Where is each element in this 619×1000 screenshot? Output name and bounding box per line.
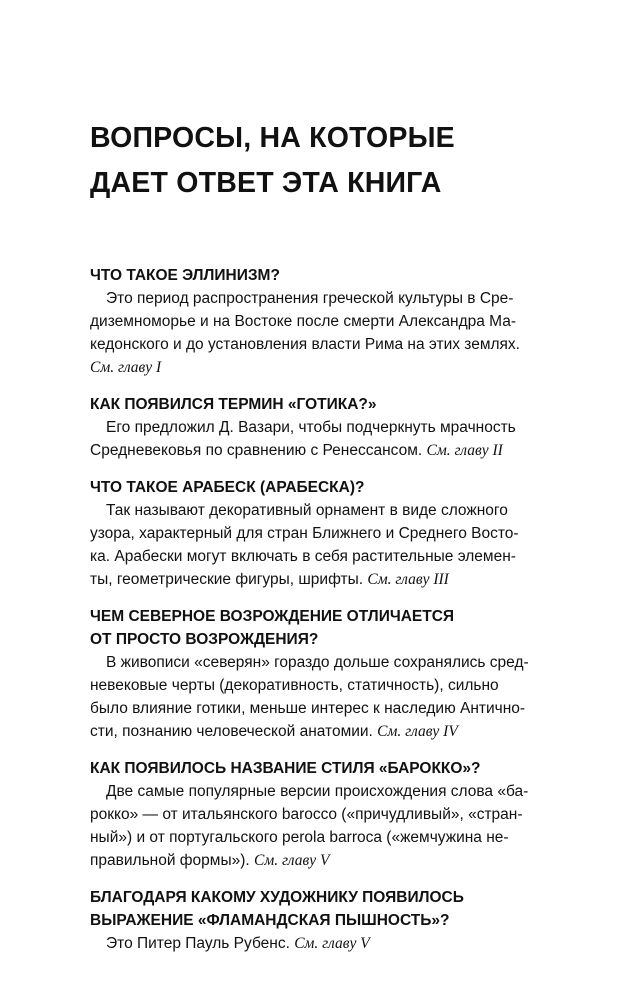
answer-text: Это Питер Пауль Рубенс. [106, 935, 290, 952]
answer-ref-line [90, 439, 575, 462]
answer-text: сти, познанию человеческой анатомии. [90, 723, 373, 740]
page-title-line: ВОПРОСЫ, НА КОТОРЫЕ [90, 122, 455, 154]
qa-item [90, 476, 575, 591]
answer [90, 932, 575, 955]
qa-item [90, 605, 575, 743]
question-line: ЧЕМ СЕВЕРНОЕ ВОЗРОЖДЕНИЕ ОТЛИЧАЕТСЯ [90, 608, 455, 625]
question-line: ВЫРАЖЕНИЕ «ФЛАМАНДСКАЯ ПЫШНОСТЬ»? [90, 912, 450, 929]
answer-line: рокко» — от итальянского barocco («причудливый», «стран- [90, 806, 523, 823]
chapter-reference: См. главу I [90, 359, 162, 376]
chapter-reference: См. главу III [367, 571, 449, 588]
page-title [90, 116, 575, 206]
question-line: ЧТО ТАКОЕ ЭЛЛИНИЗМ? [90, 267, 280, 284]
question-line: ЧТО ТАКОЕ АРАБЕСК (АРАБЕСКА)? [90, 479, 365, 496]
answer-line: Так называют декоративный орнамент в виде сложного [106, 502, 508, 519]
question [90, 476, 575, 499]
answer [90, 499, 575, 591]
answer [90, 416, 575, 462]
answer-line: узора, характерный для стран Ближнего и Среднего Восто- [90, 525, 519, 542]
question [90, 757, 575, 780]
answer-line: кедонского и до установления власти Рима на этих землях. [90, 336, 520, 353]
answer-line: ный») и от португальского perola barroca («жемчужина не- [90, 829, 509, 846]
question-line: КАК ПОЯВИЛОСЬ НАЗВАНИЕ СТИЛЯ «БАРОККО»? [90, 760, 481, 777]
chapter-reference: См. главу II [426, 442, 503, 459]
question-line: БЛАГОДАРЯ КАКОМУ ХУДОЖНИКУ ПОЯВИЛОСЬ [90, 889, 464, 906]
answer-line: В живописи «северян» гораздо дольше сохранялись сред- [106, 654, 529, 671]
qa-item [90, 393, 575, 462]
answer-ref-line [90, 932, 575, 955]
answer-line: Это период распространения греческой культуры в Сре- [106, 290, 514, 307]
answer-line: диземноморье и на Востоке после смерти Александра Ма- [90, 313, 517, 330]
answer [90, 780, 575, 872]
qa-item [90, 264, 575, 379]
answer [90, 651, 575, 743]
answer-line: ка. Арабески могут включать в себя растительные элемен- [90, 548, 516, 565]
answer-ref-line [90, 356, 575, 379]
answer-text: правильной формы»). [90, 852, 250, 869]
question-line: КАК ПОЯВИЛСЯ ТЕРМИН «ГОТИКА?» [90, 396, 377, 413]
answer-line: было влияние готики, меньше интерес к наследию Антично- [90, 700, 526, 717]
answer-text: Средневековья по сравнению с Ренессансом. [90, 442, 423, 459]
qa-item [90, 886, 575, 955]
question [90, 886, 575, 932]
answer [90, 287, 575, 379]
answer-line: Две самые популярные версии происхождения слова «ба- [106, 783, 529, 800]
question [90, 393, 575, 416]
question-line: ОТ ПРОСТО ВОЗРОЖДЕНИЯ? [90, 631, 319, 648]
qa-item [90, 757, 575, 872]
answer-line: Его предложил Д. Вазари, чтобы подчеркнуть мрачность [106, 419, 516, 436]
answer-line: невековые черты (декоративность, статичность), сильно [90, 677, 499, 694]
answer-text: ты, геометрические фигуры, шрифты. [90, 571, 364, 588]
question [90, 605, 575, 651]
chapter-reference: См. главу V [253, 852, 330, 869]
answer-ref-line [90, 720, 575, 743]
answer-ref-line [90, 849, 575, 872]
chapter-reference: См. главу V [294, 935, 370, 952]
question [90, 264, 575, 287]
chapter-reference: См. главу IV [377, 723, 458, 740]
page-title-line: ДАЕТ ОТВЕТ ЭТА КНИГА [90, 167, 442, 199]
answer-ref-line [90, 568, 575, 591]
